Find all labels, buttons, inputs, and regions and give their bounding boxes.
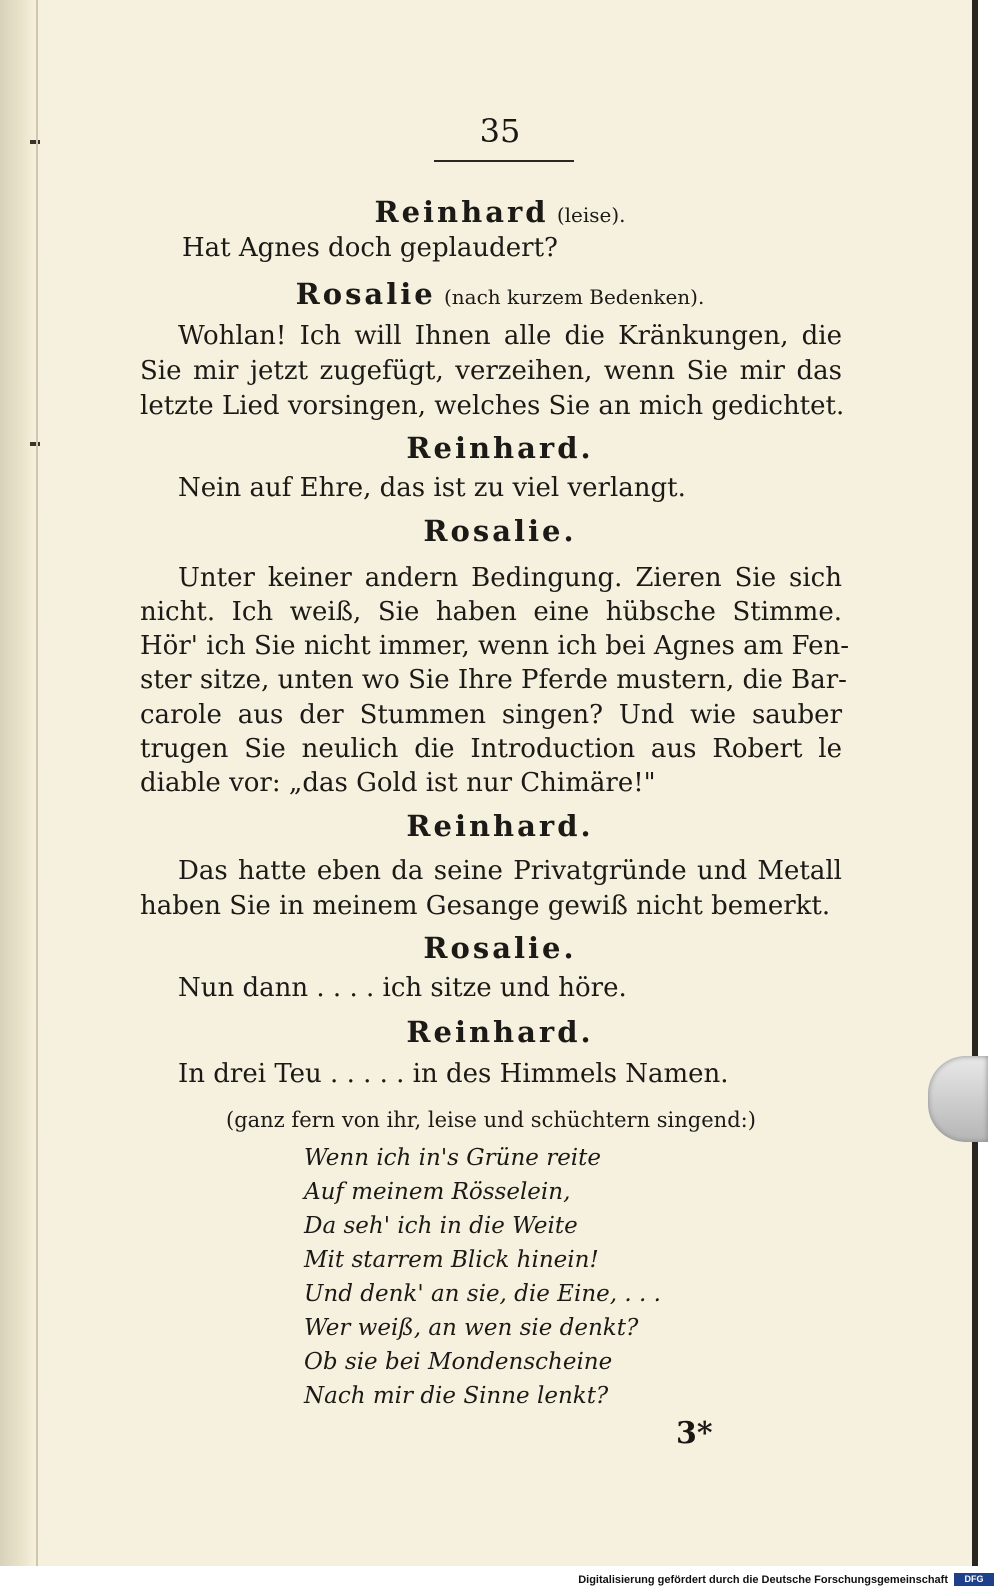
speaker-heading — [0, 932, 1000, 966]
verse-line: Auf meinem Rösselein, — [304, 1179, 571, 1205]
dialogue-line: Wohlan! Ich will Ihnen alle die Kränkungen, die — [178, 321, 842, 351]
dialogue-line: Hat Agnes doch geplaudert? — [182, 233, 558, 263]
dialogue-line: nicht. Ich weiß, Sie haben eine hübsche Stimme. — [140, 597, 842, 627]
speaker-heading — [0, 278, 1000, 313]
speaker-name: Reinhard — [374, 195, 549, 229]
page-tab-handle[interactable] — [928, 1056, 988, 1142]
speaker-heading — [0, 810, 1000, 844]
footer-credit: Digitalisierung gefördert durch die Deutsche Forschungsgemeinschaft — [578, 1574, 948, 1586]
verse-line: Wer weiß, an wen sie denkt? — [304, 1315, 639, 1341]
speaker-heading — [0, 432, 1000, 466]
stage-direction: (nach kurzem Bedenken). — [443, 285, 705, 309]
speaker-name: Rosalie. — [423, 514, 577, 548]
verse-line: Und denk' an sie, die Eine, . . . — [304, 1281, 661, 1307]
dialogue-line: In drei Teu . . . . . in des Himmels Namen. — [178, 1059, 729, 1089]
dialogue-line: Nun dann . . . . ich sitze und höre. — [178, 973, 627, 1003]
dialogue-line: letzte Lied vorsingen, welches Sie an mich gedichtet. — [140, 391, 845, 421]
speaker-heading — [0, 515, 1000, 549]
speaker-heading — [0, 1016, 1000, 1050]
speaker-name: Rosalie — [295, 277, 436, 311]
dfg-logo: DFG — [954, 1573, 994, 1586]
verse-line: Wenn ich in's Grüne reite — [304, 1145, 602, 1171]
dialogue-line: trugen Sie neulich die Introduction aus Robert le — [140, 734, 842, 764]
dialogue-line: Das hatte eben da seine Privatgründe und Metall — [178, 856, 842, 886]
stage-direction: (leise). — [556, 203, 626, 227]
verse-line: Mit starrem Blick hinein! — [304, 1247, 599, 1273]
speaker-name: Reinhard. — [406, 431, 594, 465]
verse-line: Ob sie bei Mondenscheine — [304, 1349, 613, 1375]
dialogue-line: Sie mir jetzt zugefügt, verzeihen, wenn Sie mir das — [140, 356, 842, 386]
speaker-name: Reinhard. — [406, 1015, 594, 1049]
dialogue-line: Nein auf Ehre, das ist zu viel verlangt. — [178, 473, 686, 503]
verse-line: Da seh' ich in die Weite — [304, 1213, 578, 1239]
speaker-name: Reinhard. — [406, 809, 594, 843]
speaker-name: Rosalie. — [423, 931, 577, 965]
page-number: 35 — [479, 112, 521, 150]
verse-line: Nach mir die Sinne lenkt? — [304, 1383, 609, 1409]
header-rule — [434, 160, 574, 162]
dialogue-line: carole aus der Stummen singen? Und wie sauber — [140, 700, 842, 730]
dialogue-line: Hör' ich Sie nicht immer, wenn ich bei Agnes am Fen- — [140, 631, 850, 661]
stage-direction: (ganz fern von ihr, leise und schüchtern singend:) — [226, 1108, 756, 1132]
dialogue-line: haben Sie in meinem Gesange gewiß nicht bemerkt. — [140, 891, 831, 921]
dialogue-line: diable vor: „das Gold ist nur Chimäre!" — [140, 768, 656, 798]
dialogue-line: ster sitze, unten wo Sie Ihre Pferde mustern, die Bar- — [140, 665, 847, 695]
dialogue-line: Unter keiner andern Bedingung. Zieren Sie sich — [178, 563, 842, 593]
signature-mark: 3* — [676, 1416, 713, 1451]
speaker-heading — [0, 196, 1000, 231]
